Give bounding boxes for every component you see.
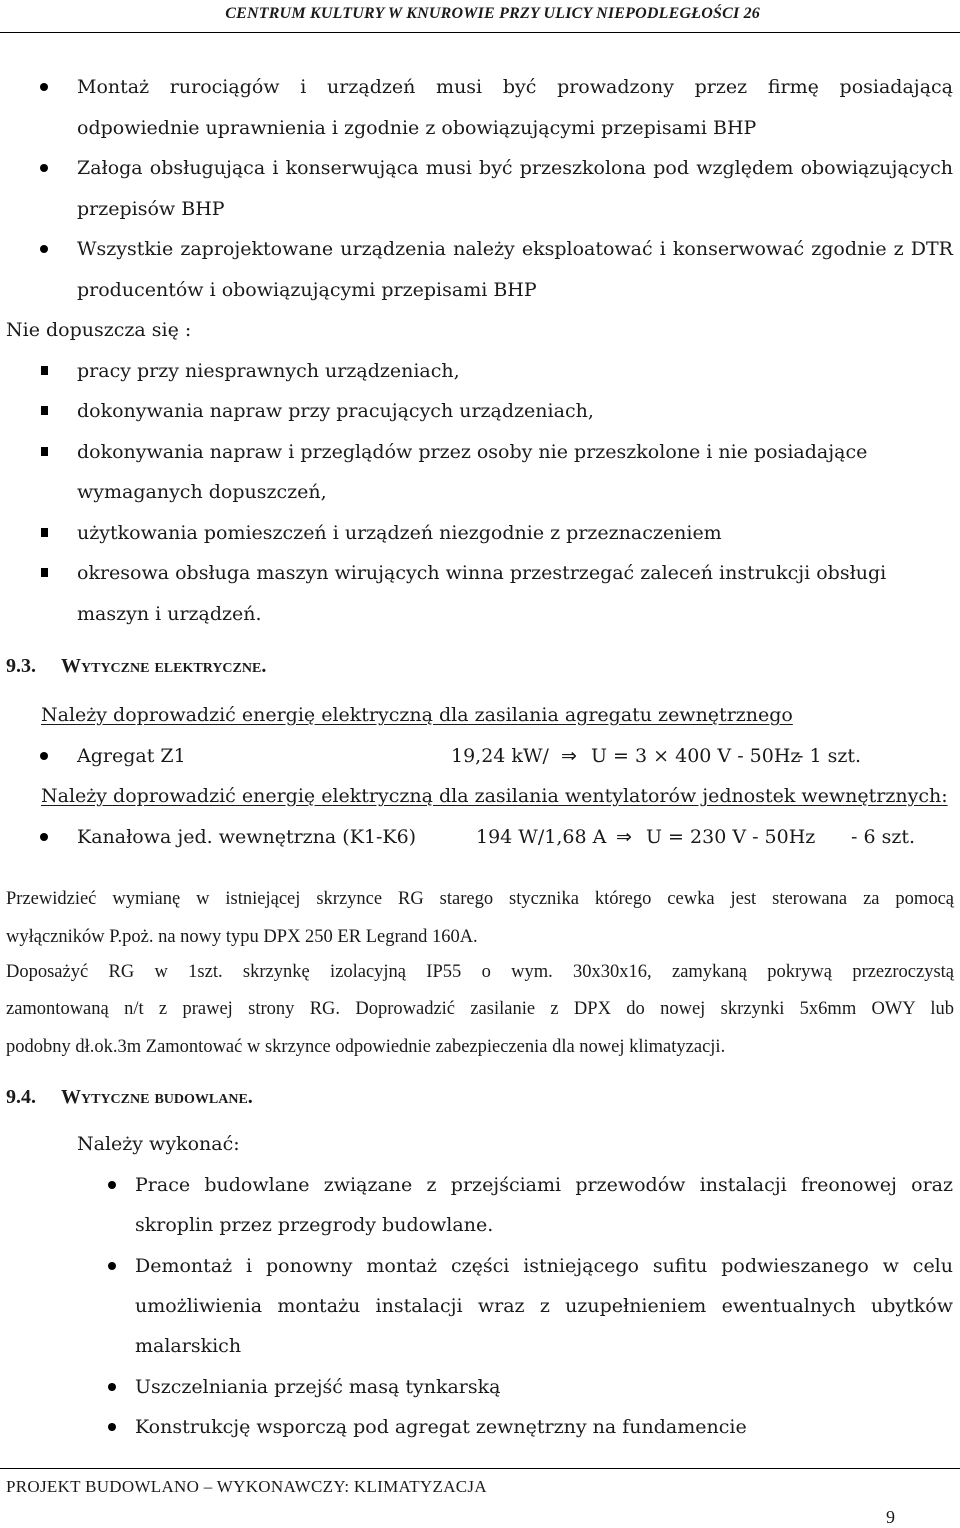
section-heading-9-3: [6, 654, 266, 678]
implies-arrow-icon: ⇒: [616, 826, 632, 848]
footer-project: PROJEKT BUDOWLANO – WYKONAWCZY: KLIMATYZACJA: [6, 1477, 487, 1496]
supply-voltage: U = 3: [591, 745, 648, 767]
square-bullet-icon: [41, 406, 48, 415]
item1-supply: [591, 744, 800, 768]
electrical-requirement-2: Należy doprowadzić energię elektryczną dla zasilania wentylatorów jednostek wewnętrznych:: [41, 785, 948, 807]
paragraph-box-line1: Doposażyć RG w 1szt. skrzynkę izolacyjną IP55 o wym. 30x30x16, zamykaną pokrywą przezroczystą: [6, 962, 954, 982]
square-bullet-icon: [41, 568, 48, 577]
bullet-icon: [40, 833, 48, 841]
bullet-icon: [108, 1423, 116, 1431]
list-item: dokonywania napraw i przeglądów przez osoby nie przeszkolone i nie posiadające: [77, 441, 868, 463]
list-item-continuation: przepisów BHP: [77, 198, 225, 220]
not-allowed-intro: Nie dopuszcza się :: [6, 319, 192, 341]
section-number: 9.3.: [6, 655, 36, 677]
section-title: Wytyczne budowlane.: [61, 1086, 253, 1108]
bullet-icon: [108, 1181, 116, 1189]
item2-supply: U = 230 V - 50Hz: [646, 826, 816, 848]
page-footer: [0, 1468, 960, 1527]
bullet-icon: [40, 245, 48, 253]
item1-power: 19,24 kW/: [451, 745, 549, 767]
paragraph-box-line3: podobny dł.ok.3m Zamontować w skrzynce odpowiednie zabezpieczenia dla nowej klimatyzacji.: [6, 1037, 726, 1057]
bullet-icon: [108, 1262, 116, 1270]
header-title: CENTRUM KULTURY W KNUROWIE PRZY ULICY NIEPODLEGŁOŚCI 26: [225, 5, 760, 22]
multiply-sign: ×: [653, 745, 670, 767]
item1-qty: - 1 szt.: [797, 745, 862, 767]
item1-name: Agregat Z1: [77, 745, 186, 767]
list-item: Prace budowlane związane z przejściami przewodów instalacji freonowej oraz: [135, 1174, 953, 1196]
list-item-continuation: wymaganych dopuszczeń,: [77, 481, 327, 503]
list-item: pracy przy niesprawnych urządzeniach,: [77, 360, 460, 382]
item2-qty: - 6 szt.: [851, 826, 916, 848]
paragraph-rg-line1: Przewidzieć wymianę w istniejącej skrzynce RG starego stycznika którego cewka jest sterowana za pomocą: [6, 889, 954, 909]
page-header: [0, 0, 960, 33]
list-item-continuation: malarskich: [135, 1335, 242, 1357]
bullet-icon: [40, 752, 48, 760]
list-item-continuation: producentów i obowiązującymi przepisami BHP: [77, 279, 537, 301]
list-item: Demontaż i ponowny montaż części istniejącego sufitu podwieszanego w celu: [135, 1255, 953, 1277]
list-item: Uszczelniania przejść masą tynkarską: [135, 1376, 501, 1398]
bullet-icon: [108, 1383, 116, 1391]
item2-name: Kanałowa jed. wewnętrzna (K1-K6): [77, 826, 417, 848]
square-bullet-icon: [41, 366, 48, 375]
construction-intro: Należy wykonać:: [77, 1133, 240, 1155]
list-item-continuation: umożliwienia montażu instalacji wraz z uzupełnieniem ewentualnych ubytków: [135, 1295, 953, 1317]
bullet-icon: [40, 164, 48, 172]
list-item: użytkowania pomieszczeń i urządzeń niezgodnie z przeznaczeniem: [77, 522, 722, 544]
implies-arrow-icon: ⇒: [561, 745, 577, 767]
section-title: Wytyczne elektryczne.: [61, 655, 267, 677]
list-item: dokonywania napraw przy pracujących urządzeniach,: [77, 400, 594, 422]
bullet-icon: [40, 83, 48, 91]
list-item-continuation: maszyn i urządzeń.: [77, 603, 262, 625]
square-bullet-icon: [41, 447, 48, 456]
item2-power: 194 W/1,68 A: [476, 826, 607, 848]
list-item: Załoga obsługująca i konserwująca musi być przeszkolona pod względem obowiązujących: [77, 157, 953, 179]
list-item-continuation: skroplin przez przegrody budowlane.: [135, 1214, 494, 1236]
section-heading-9-4: [6, 1085, 253, 1109]
list-item: okresowa obsługa maszyn wirujących winna przestrzegać zaleceń instrukcji obsługi: [77, 562, 887, 584]
list-item: Wszystkie zaprojektowane urządzenia należy eksploatować i konserwować zgodnie z DTR: [77, 238, 953, 260]
paragraph-box-line2: zamontowaną n/t z prawej strony RG. Doprowadzić zasilanie z DPX do nowej skrzynki 5x6mm OWY lub: [6, 999, 954, 1019]
list-item: Montaż rurociągów i urządzeń musi być prowadzony przez firmę posiadającą: [77, 76, 953, 98]
section-number: 9.4.: [6, 1086, 36, 1108]
supply-voltage-value: 400 V - 50Hz: [675, 745, 801, 767]
square-bullet-icon: [41, 528, 48, 537]
page-number: 9: [886, 1507, 895, 1527]
list-item: Konstrukcję wsporczą pod agregat zewnętrzny na fundamencie: [135, 1416, 747, 1438]
list-item-continuation: odpowiednie uprawnienia i zgodnie z obowiązującymi przepisami BHP: [77, 117, 757, 139]
paragraph-rg-line2: wyłączników P.poż. na nowy typu DPX 250 ER Legrand 160A.: [6, 927, 478, 947]
electrical-requirement-1: Należy doprowadzić energię elektryczną dla zasilania agregatu zewnętrznego: [41, 704, 793, 726]
